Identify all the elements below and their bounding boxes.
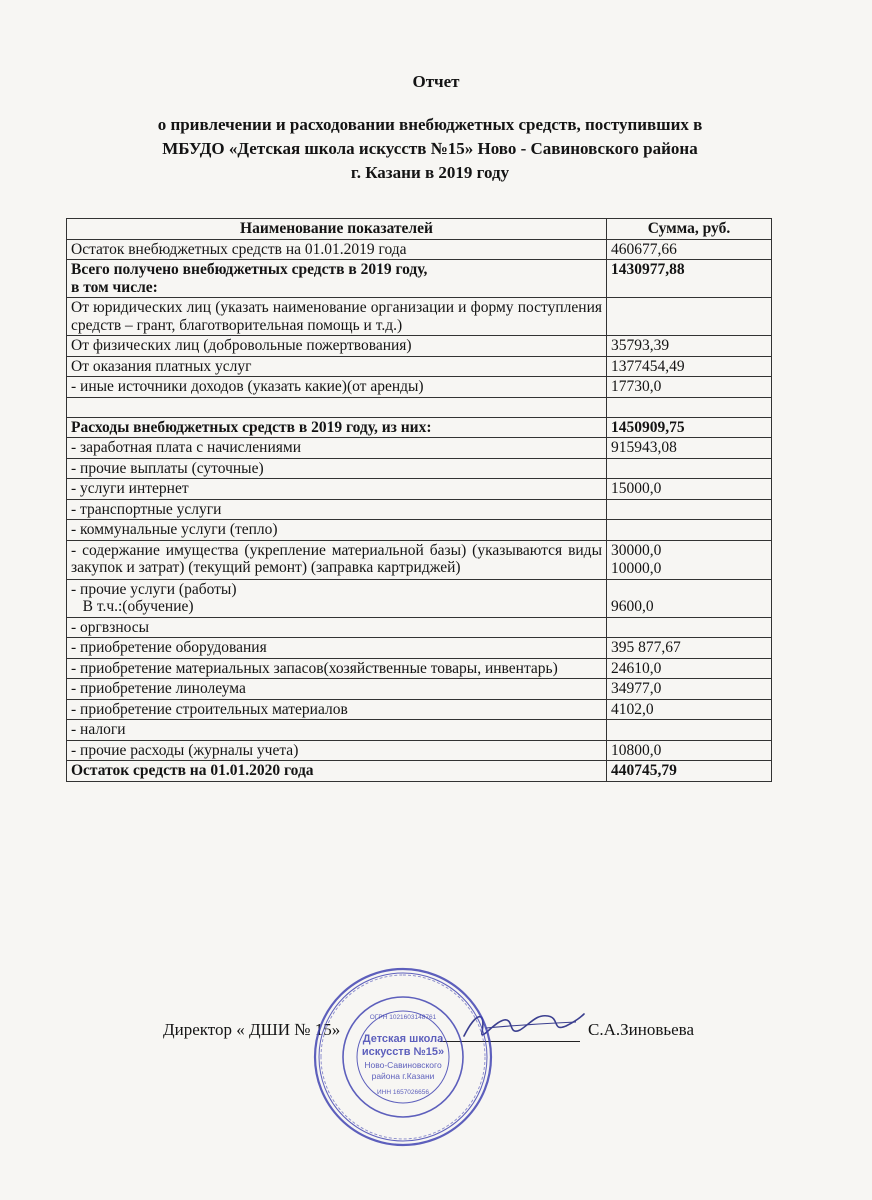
row-sum: 440745,79 [607,761,772,782]
row-name: - транспортные услуги [67,499,607,520]
table-row [67,540,772,579]
row-name: - содержание имущества (укрепление материальной базы) (указываются виды закупок и затрат) (текущий ремонт) (заправка картриджей) [67,540,607,579]
table-row [67,499,772,520]
row-sum [607,540,772,579]
row-sum: 1430977,88 [607,260,772,298]
row-sum [607,499,772,520]
row-name-line: - прочие услуги (работы) [71,580,237,598]
row-name: - приобретение материальных запасов(хозяйственные товары, инвентарь) [67,658,607,679]
table-row [67,239,772,260]
row-name: От оказания платных услуг [67,356,607,377]
table-row [67,658,772,679]
table-row [67,377,772,398]
table-row [67,356,772,377]
row-sum [607,617,772,638]
subtitle-line: о привлечении и расходовании внебюджетных средств, поступивших в [157,115,703,134]
table-row [67,579,772,617]
row-name: - оргвзносы [67,617,607,638]
row-name-line: Всего получено внебюджетных средств в 2019 году, [71,261,428,278]
stamp-center-line: района г.Казани [371,1071,435,1081]
row-name: Расходы внебюджетных средств в 2019 году, из них: [67,417,607,438]
table-row [67,336,772,357]
report-title: Отчет [412,72,460,91]
row-name: От физических лиц (добровольные пожертвования) [67,336,607,357]
row-sum: 1377454,49 [607,356,772,377]
row-name [67,397,607,417]
director-name: С.А.Зиновьева [588,1020,695,1039]
table-row [67,761,772,782]
report-subtitle [80,113,780,185]
table-row [67,438,772,459]
organization-stamp [308,962,498,1152]
row-sum: 1450909,75 [607,417,772,438]
row-sum: 15000,0 [607,479,772,500]
table-row [67,520,772,541]
table-row [67,298,772,336]
column-header-name: Наименование показателей [67,219,607,240]
table-row [67,638,772,659]
row-name: - налоги [67,720,607,741]
row-sum [607,397,772,417]
row-name: - приобретение оборудования [67,638,607,659]
table-row [67,720,772,741]
row-sum: 10800,0 [607,740,772,761]
row-name: Остаток средств на 01.01.2020 года [67,761,607,782]
column-header-sum: Сумма, руб. [607,219,772,240]
table-row [67,740,772,761]
stamp-center-line: Ново-Савиновского [364,1060,442,1070]
row-name-line: в том числе: [71,278,158,296]
row-sum: 395 877,67 [607,638,772,659]
row-sum: 460677,66 [607,239,772,260]
row-name: - прочие расходы (журналы учета) [67,740,607,761]
row-sum-line: 10000,0 [611,559,662,577]
row-sum [607,298,772,336]
subtitle-line: МБУДО «Детская школа искусств №15» Ново - Савиновского района [162,139,698,158]
subtitle-line: г. Казани в 2019 году [350,163,510,182]
row-name: От юридических лиц (указать наименование организации и форму поступления средств – грант, благотворительная помощь и т.д.) [67,298,607,336]
stamp-center-line: искусств №15» [361,1046,445,1058]
table-row [67,397,772,417]
row-sum: 915943,08 [607,438,772,459]
row-sum: 34977,0 [607,679,772,700]
stamp-center-line: Детская школа [362,1033,444,1045]
row-sum [607,720,772,741]
row-name [67,260,607,298]
table-row [67,458,772,479]
row-name: Остаток внебюджетных средств на 01.01.2019 года [67,239,607,260]
table-row [67,679,772,700]
row-name: - иные источники доходов (указать какие)(от аренды) [67,377,607,398]
row-sum: 9600,0 [607,579,772,617]
table-row [67,417,772,438]
row-name: - прочие выплаты (суточные) [67,458,607,479]
row-name [67,579,607,617]
table-row [67,260,772,298]
row-name: - услуги интернет [67,479,607,500]
row-name: - коммунальные услуги (тепло) [67,520,607,541]
table-row [67,617,772,638]
stamp-inn: ИНН 1657026656 [376,1089,430,1096]
row-sum: 17730,0 [607,377,772,398]
row-sum: 4102,0 [607,699,772,720]
row-name: - приобретение строительных материалов [67,699,607,720]
table-row [67,699,772,720]
row-sum: 35793,39 [607,336,772,357]
table-header-row [67,219,772,240]
row-sum [607,458,772,479]
row-name: - приобретение линолеума [67,679,607,700]
row-sum-line: 30000,0 [611,541,662,559]
stamp-ogrn: ОГРН 1021603148761 [369,1014,437,1021]
row-sum [607,520,772,541]
row-name: - заработная плата с начислениями [67,438,607,459]
row-name-line: В т.ч.:(обучение) [71,598,194,615]
row-sum: 24610,0 [607,658,772,679]
report-table [66,218,772,782]
director-label: Директор « ДШИ № 15» [163,1020,341,1039]
table-row [67,479,772,500]
